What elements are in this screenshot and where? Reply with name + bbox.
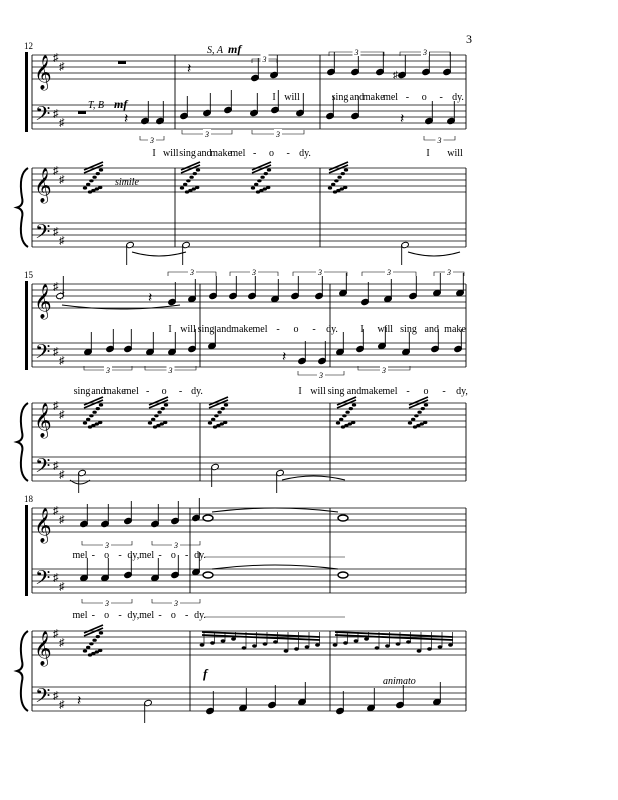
lyric-tb: and <box>197 148 212 159</box>
sharp-sign: ♯ <box>59 61 65 73</box>
grace-note-head <box>148 421 152 424</box>
grace-note-head <box>345 411 349 414</box>
grace-note-head <box>196 168 200 171</box>
sharp-sign: ♯ <box>53 400 59 412</box>
lyric-sa: sing <box>331 92 349 103</box>
grace-note-head <box>98 649 102 652</box>
lyric-tb: o <box>423 386 429 397</box>
grace-note-head <box>83 649 87 652</box>
tuplet-number: 3 <box>105 599 109 608</box>
expression-animato: animato <box>383 676 416 687</box>
measure-number: 12 <box>24 41 33 51</box>
lyric-sa: - <box>184 550 189 561</box>
grace-note-head <box>339 418 343 421</box>
grace-note-head <box>208 421 212 424</box>
grace-note-head <box>164 403 168 406</box>
sharp-sign: ♯ <box>59 699 65 711</box>
tuplet-number: 3 <box>105 541 109 550</box>
sharp-sign: ♯ <box>53 165 59 177</box>
tuplet-number: 3 <box>318 268 322 277</box>
piano-brace <box>17 168 28 247</box>
grace-note-head <box>99 168 103 171</box>
lyric-tb: dy, <box>127 610 140 621</box>
lyric-tb: make <box>210 148 232 159</box>
sharp-sign: ♯ <box>53 108 59 120</box>
measure-number: 18 <box>24 494 33 504</box>
lyric-sa: o <box>421 92 427 103</box>
score-text <box>24 41 468 687</box>
tuplet-number: 3 <box>150 136 154 145</box>
treble-clef: 𝄞 <box>34 632 52 665</box>
lyric-sa: - <box>405 92 410 103</box>
sharp-sign: ♯ <box>59 117 65 129</box>
lyric-tb: will <box>310 386 326 397</box>
grace-note-head <box>224 403 228 406</box>
lyric-tb: o <box>104 610 110 621</box>
grace-note-head <box>260 176 264 179</box>
lyric-sa: and <box>349 92 365 103</box>
clefs <box>34 52 65 712</box>
tuplet-number: 3 <box>252 268 256 277</box>
sharp-sign: ♯ <box>53 346 59 358</box>
tie <box>408 252 460 256</box>
grace-note-head <box>349 407 353 410</box>
grace-note-head <box>414 414 418 417</box>
sharp-sign: ♯ <box>53 505 59 517</box>
grace-note-head <box>92 639 96 642</box>
bass-clef: 𝄢 <box>35 686 51 712</box>
tie <box>132 252 186 256</box>
lyric-sa: mel <box>72 550 88 561</box>
whole-note <box>203 572 213 578</box>
piano-brace <box>17 403 28 481</box>
sharp-sign: ♯ <box>59 581 65 593</box>
lyric-tb: sing <box>327 386 345 397</box>
lyric-tb: make <box>104 386 126 397</box>
grace-note-head <box>331 183 335 186</box>
staff-lines <box>32 55 466 711</box>
grace-note-head <box>221 407 225 410</box>
grace-note-head <box>336 421 340 424</box>
grace-note-head <box>98 421 102 424</box>
grace-note-head <box>254 183 258 186</box>
lyric-sa: I <box>360 324 364 335</box>
lyric-sa: mel <box>383 92 399 103</box>
lyric-sa: - <box>439 92 443 103</box>
sharp-sign: ♯ <box>59 355 65 367</box>
tuplet-number: 3 <box>276 130 280 139</box>
sharp-sign: ♯ <box>53 460 59 472</box>
quarter-rest: 𝄽 <box>187 62 192 77</box>
tuplet-number: 3 <box>205 130 209 139</box>
piano-brace <box>17 631 28 711</box>
grace-note-head <box>99 631 103 634</box>
grace-note-head <box>251 186 255 189</box>
lyric-sa: and <box>216 324 232 335</box>
grace-note-head <box>83 421 87 424</box>
tie <box>212 565 338 569</box>
sharp-sign: ♯ <box>59 235 65 247</box>
grace-note-head <box>343 186 347 189</box>
grace-note-head <box>193 172 197 175</box>
quarter-rest: 𝄽 <box>77 694 82 709</box>
lyric-tb: and <box>91 386 106 397</box>
lyric-tb: o <box>268 148 274 159</box>
lyric-tb: - <box>184 610 189 621</box>
grace-note-head <box>92 176 96 179</box>
tuplet-number: 3 <box>168 366 173 375</box>
lyric-sa: o <box>293 324 299 335</box>
tie <box>282 476 345 480</box>
grace-note-head <box>89 642 93 645</box>
grace-note-head <box>99 403 103 406</box>
page-number: 3 <box>466 32 472 46</box>
lyric-sa: sing <box>197 324 215 335</box>
lyric-sa: will <box>180 324 196 335</box>
braces <box>17 52 28 711</box>
lyric-tb: and <box>346 386 362 397</box>
grace-note-head <box>189 176 193 179</box>
lyric-sa: - <box>276 324 280 335</box>
grace-note-head <box>157 411 161 414</box>
lyric-tb: mel <box>123 386 139 397</box>
lyric-tb: - <box>286 148 290 159</box>
part-label-sa: S, A <box>207 45 223 56</box>
lyric-tb: dy. <box>194 610 206 621</box>
quarter-rest: 𝄽 <box>400 112 405 127</box>
bass-clef: 𝄢 <box>35 456 51 482</box>
grace-note-head <box>342 414 346 417</box>
lyric-sa: I <box>272 92 276 103</box>
grace-note-head <box>424 403 428 406</box>
grace-note-head <box>408 421 412 424</box>
part-label-tb: T, B <box>88 100 104 111</box>
tuplet-number: 3 <box>437 136 442 145</box>
lyric-sa: mel <box>139 550 155 561</box>
grace-note-head <box>154 414 158 417</box>
treble-clef: 𝄞 <box>34 169 52 202</box>
grace-note-head <box>264 172 268 175</box>
lyric-tb: I <box>426 148 430 159</box>
grace-note-head <box>163 421 167 424</box>
grace-note-head <box>183 183 187 186</box>
lyric-tb: will <box>162 148 179 159</box>
lyric-tb: dy. <box>191 386 203 397</box>
lyric-sa: make <box>362 92 385 103</box>
lyric-tb: mel <box>382 386 398 397</box>
whole-rest <box>118 61 126 64</box>
grace-note-head <box>351 421 355 424</box>
grace-note-head <box>421 407 425 410</box>
grace-note-head <box>151 418 155 421</box>
accidental-sharp: ♯ <box>393 70 398 81</box>
tuplet-number: 3 <box>106 366 110 375</box>
lyric-tb: make <box>361 386 383 397</box>
lyric-tb: mel <box>230 148 246 159</box>
lyric-tb: - <box>406 386 410 397</box>
grace-note-head <box>96 635 100 638</box>
tuplet-number: 3 <box>447 268 451 277</box>
choir-bracket <box>25 281 28 370</box>
sharp-sign: ♯ <box>53 226 59 238</box>
lyric-tb: will <box>447 148 463 159</box>
grace-note-head <box>334 179 338 182</box>
grace-note-head <box>195 186 199 189</box>
grace-note-head <box>96 172 100 175</box>
grace-note-head <box>341 172 345 175</box>
lyric-tb: sing <box>73 386 91 397</box>
lyric-sa: and <box>424 324 439 335</box>
ties <box>62 252 460 569</box>
lyric-sa: o <box>104 550 110 561</box>
lyric-tb: - <box>91 610 96 621</box>
tuplet-number: 3 <box>387 268 391 277</box>
grace-note-head <box>223 421 227 424</box>
sharp-sign: ♯ <box>59 409 65 421</box>
lyric-tb: I <box>298 386 302 397</box>
grace-note-head <box>352 403 356 406</box>
sharp-sign: ♯ <box>53 572 59 584</box>
lyric-sa: o <box>170 550 176 561</box>
lyric-tb: - <box>442 386 446 397</box>
treble-clef: 𝄞 <box>34 285 52 318</box>
whole-note <box>203 515 213 521</box>
quarter-rest: 𝄽 <box>282 350 287 365</box>
grace-note-head <box>86 646 90 649</box>
grace-note-head <box>180 186 184 189</box>
lyric-sa: - <box>312 324 316 335</box>
tuplet-number: 3 <box>262 55 267 64</box>
lyric-sa: make <box>231 324 253 335</box>
grace-note-head <box>417 411 421 414</box>
lyric-sa: - <box>118 550 122 561</box>
tuplet-number: 3 <box>174 599 178 608</box>
grace-note-head <box>337 176 341 179</box>
grace-note-head <box>328 186 332 189</box>
grace-note-head <box>86 183 90 186</box>
quarter-rest: 𝄽 <box>124 112 129 127</box>
lyric-tb: o <box>170 610 176 621</box>
grace-note-head <box>267 168 271 171</box>
lyric-sa: will <box>377 324 394 335</box>
grace-note-head <box>89 414 93 417</box>
lyric-sa: dy. <box>452 92 464 103</box>
lyric-sa: make <box>444 324 466 335</box>
sharp-sign: ♯ <box>53 690 59 702</box>
lyric-sa: will <box>284 92 300 103</box>
sharp-sign: ♯ <box>59 637 65 649</box>
lyric-sa: dy, <box>127 550 140 561</box>
whole-note <box>338 572 348 578</box>
grace-note-head <box>86 418 90 421</box>
sharp-sign: ♯ <box>59 469 65 481</box>
choir-bracket <box>25 52 28 132</box>
bass-clef: 𝄢 <box>35 222 51 248</box>
quarter-rest: 𝄽 <box>148 291 153 306</box>
lyric-sa: dy. <box>326 324 338 335</box>
grace-note-head <box>411 418 415 421</box>
tuplet-number: 3 <box>382 366 386 375</box>
tie <box>212 508 338 512</box>
grace-note-head <box>83 186 87 189</box>
lyric-sa: sing <box>400 324 417 335</box>
treble-clef: 𝄞 <box>34 404 52 437</box>
grace-note-head <box>211 418 215 421</box>
grace-note-head <box>266 186 270 189</box>
grace-note-head <box>344 168 348 171</box>
grace-note-head <box>186 179 190 182</box>
whole-rest <box>78 111 86 114</box>
lyric-tb: mel <box>72 610 88 621</box>
tuplet-number: 3 <box>354 48 359 57</box>
grace-note-head <box>217 411 221 414</box>
lyric-tb: dy, <box>456 386 468 397</box>
bass-clef: 𝄢 <box>35 104 51 130</box>
grace-note-head <box>96 407 100 410</box>
dynamic-mf: mf <box>228 42 242 56</box>
dynamic-mf: mf <box>114 97 128 111</box>
lyric-sa: dy. <box>194 550 206 561</box>
lyric-sa: mel <box>252 324 268 335</box>
lyric-tb: - <box>146 386 150 397</box>
bass-clef: 𝄢 <box>35 342 51 368</box>
sharp-sign: ♯ <box>53 628 59 640</box>
tuplet-number: 3 <box>319 371 323 380</box>
lyric-sa: - <box>91 550 96 561</box>
lyric-sa: I <box>168 324 172 335</box>
tuplet-number: 3 <box>174 541 178 550</box>
lyric-tb: - <box>118 610 122 621</box>
dynamic-f: f <box>203 666 208 681</box>
tuplet-number: 3 <box>190 268 194 277</box>
choir-bracket <box>25 505 28 596</box>
lyric-tb: I <box>152 148 156 159</box>
lyric-tb: mel <box>139 610 155 621</box>
sharp-sign: ♯ <box>59 174 65 186</box>
sharp-sign: ♯ <box>59 514 65 526</box>
grace-note-head <box>214 414 218 417</box>
measure-number: 15 <box>24 270 33 280</box>
barlines <box>32 55 466 711</box>
tuplet-number: 3 <box>423 48 427 57</box>
lyric-sa: - <box>158 550 162 561</box>
treble-clef: 𝄞 <box>34 509 52 542</box>
sharp-sign: ♯ <box>53 281 59 293</box>
lyric-tb: sing <box>179 148 196 159</box>
lyric-tb: - <box>158 610 162 621</box>
bass-clef: 𝄢 <box>35 568 51 594</box>
lyric-tb: - <box>252 148 257 159</box>
sharp-sign: ♯ <box>53 52 59 64</box>
whole-note <box>338 515 348 521</box>
grace-note-head <box>92 411 96 414</box>
lyric-tb: - <box>178 386 183 397</box>
expression-simile: simile <box>115 177 139 188</box>
grace-note-head <box>161 407 165 410</box>
treble-clef: 𝄞 <box>34 56 52 89</box>
lyric-tb: o <box>161 386 167 397</box>
grace-note-head <box>423 421 427 424</box>
grace-note-head <box>98 186 102 189</box>
lyric-tb: dy. <box>299 148 311 159</box>
grace-note-head <box>257 179 261 182</box>
grace-note-head <box>89 179 93 182</box>
